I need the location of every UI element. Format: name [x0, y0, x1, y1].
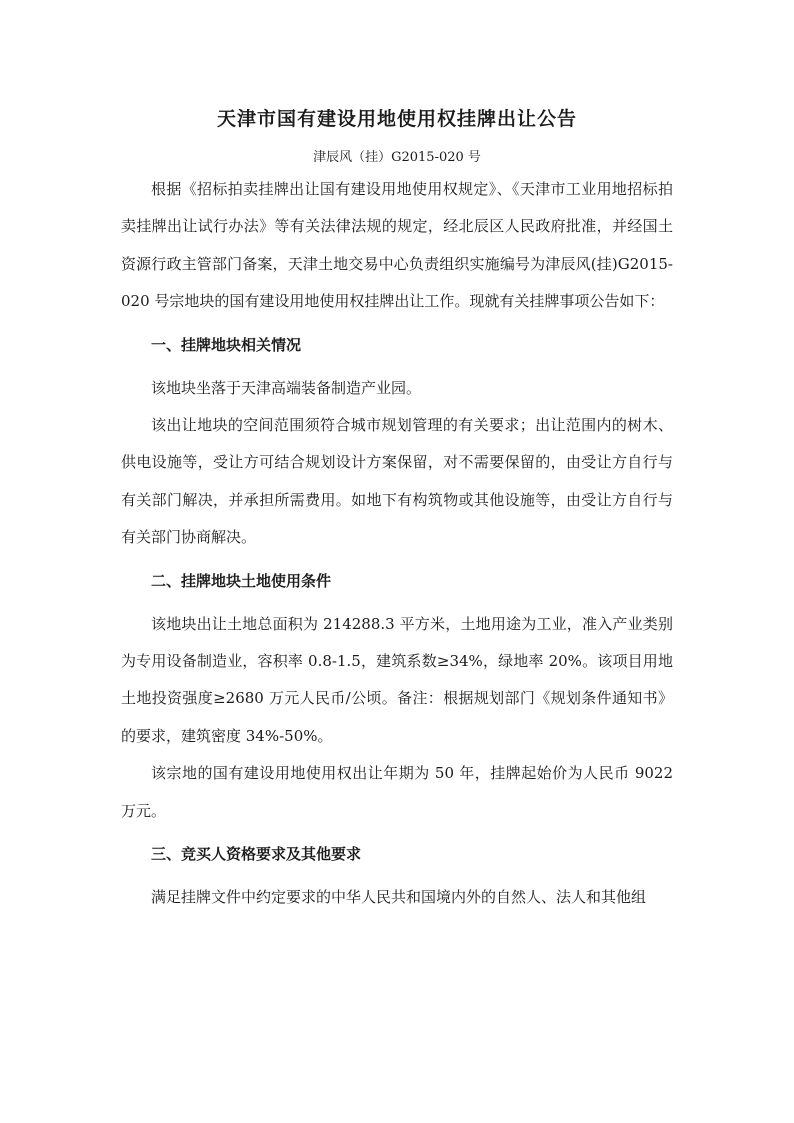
document-title: 天津市国有建设用地使用权挂牌出让公告	[216, 108, 577, 130]
intro-paragraph: 根据《招标拍卖挂牌出让国有建设用地使用权规定》、《天津市工业用地招标拍卖挂牌出让试行办法》等有关法律法规的规定，经北辰区人民政府批准，并经国土资源行政主管部门备案，天津土地交易中心负责组织实施编号为津辰风(挂)G2015-020 号宗地块的国有建设用地使用权挂牌出让工作。现就有关挂牌事项公告如下：	[121, 180, 673, 311]
document-number: 津辰风（挂）G2015-020 号	[313, 150, 481, 165]
scope-paragraph: 该出让地块的空间范围须符合城市规划管理的有关要求；出让范围内的树木、供电设施等，受让方可结合规划设计方案保留，对不需要保留的，由受让方自行与有关部门解决，并承担所需费用。如地下有构筑物或其他设施等，由受让方自行与有关部门协商解决。	[121, 416, 673, 547]
section-heading-1: 一、挂牌地块相关情况	[151, 335, 302, 354]
land-conditions-paragraph: 该地块出让土地总面积为 214288.3 平方米，土地用途为工业，准入产业类别为专用设备制造业，容积率 0.8-1.5，建筑系数≥34%，绿地率 20%。该项目用地土地投资强度≥2680 万元人民币/公顷。备注：根据规划部门《规划条件通知书》的要求，建筑密度 34%-50%。	[121, 614, 673, 745]
bidder-requirements-paragraph: 满足挂牌文件中约定要求的中华人民共和国境内外的自然人、法人和其他组	[151, 888, 647, 907]
document-body	[121, 171, 673, 917]
section-heading-3: 三、竞买人资格要求及其他要求	[151, 845, 362, 864]
section-heading-2: 二、挂牌地块土地使用条件	[151, 571, 332, 590]
term-price-paragraph: 该宗地的国有建设用地使用权出让年期为 50 年，挂牌起始价为人民币 9022 万元。	[121, 764, 673, 820]
location-paragraph: 该地块坐落于天津高端装备制造产业园。	[151, 378, 422, 397]
